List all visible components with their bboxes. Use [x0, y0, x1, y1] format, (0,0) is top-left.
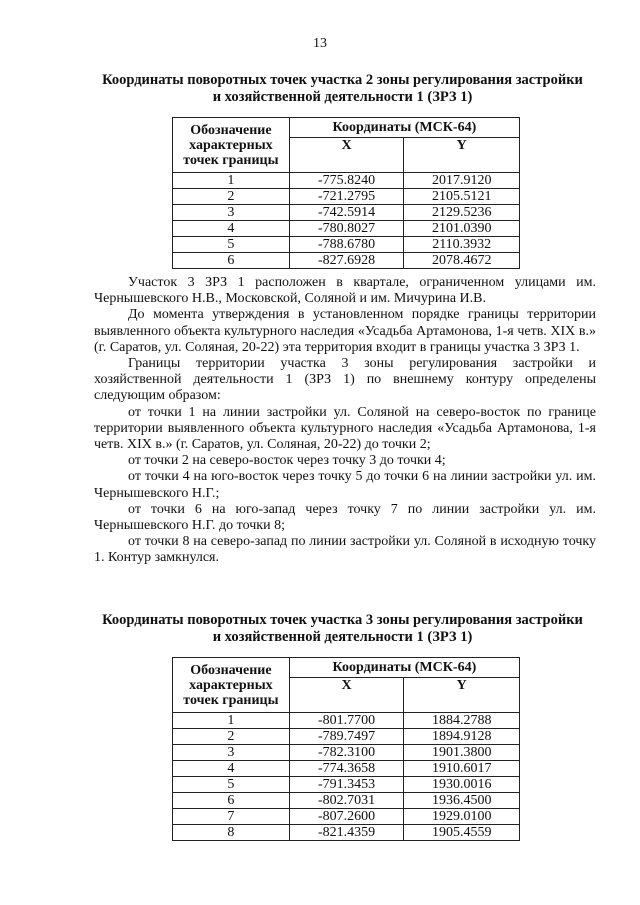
x-coordinate-cell: -821.4359 — [289, 825, 404, 841]
paragraph-7: от точки 6 на юго-запад через точку 7 по линии застройки ул. им. Чернышевского Н.Г. до точки 8; — [94, 501, 596, 534]
x-coordinate-cell: -802.7031 — [289, 793, 404, 809]
table-row — [173, 253, 520, 269]
point-number-cell: 1 — [173, 713, 290, 729]
coordinates-table-2 — [172, 657, 520, 841]
x-coordinate-cell: -774.3658 — [289, 761, 404, 777]
paragraph-5: от точки 2 на северо-восток через точку 3 до точки 4; — [128, 453, 446, 469]
x-coordinate-cell: -721.2795 — [289, 189, 404, 205]
paragraph-8: от точки 8 на северо-запад по линии застройки ул. Соляной в исходную точку 1. Контур замкнулся. — [94, 534, 596, 566]
table2-heading-line1: Координаты поворотных точек участка 3 зоны регулирования застройки — [102, 612, 583, 628]
x-coordinate-cell: -801.7700 — [289, 713, 404, 729]
y-coordinate-cell: 2078.4672 — [404, 253, 520, 269]
y-coordinate-cell: 2110.3932 — [404, 237, 520, 253]
y-coordinate-cell: 1901.3800 — [404, 745, 520, 761]
x-header: X — [289, 678, 404, 713]
points-column-header: Обозначение характерных точек границы — [173, 118, 290, 173]
table-row — [173, 189, 520, 205]
table1-heading-line1: Координаты поворотных точек участка 2 зоны регулирования застройки — [102, 72, 583, 88]
paragraph-6: от точки 4 на юго-восток через точку 5 до точки 6 на линии застройки ул. им. Чернышевского Н.Г.; — [94, 469, 596, 501]
y-coordinate-cell: 2017.9120 — [404, 173, 520, 189]
table-row — [173, 825, 520, 841]
table-row — [173, 713, 520, 729]
point-number-cell: 5 — [173, 237, 290, 253]
y-coordinate-cell: 2101.0390 — [404, 221, 520, 237]
point-number-cell: 3 — [173, 205, 290, 221]
point-number-cell: 6 — [173, 253, 290, 269]
point-number-cell: 2 — [173, 189, 290, 205]
table-row — [173, 745, 520, 761]
table-row — [173, 777, 520, 793]
point-number-cell: 6 — [173, 793, 290, 809]
point-number-cell: 5 — [173, 777, 290, 793]
coordinates-table-1 — [172, 117, 520, 269]
page-number: 13 — [313, 36, 327, 51]
y-coordinate-cell: 2129.5236 — [404, 205, 520, 221]
y-coordinate-cell: 1930.0016 — [404, 777, 520, 793]
table-row — [173, 809, 520, 825]
x-coordinate-cell: -782.3100 — [289, 745, 404, 761]
point-number-cell: 1 — [173, 173, 290, 189]
coords-header: Координаты (МСК-64) — [289, 118, 519, 138]
y-coordinate-cell: 1884.2788 — [404, 713, 520, 729]
x-coordinate-cell: -775.8240 — [289, 173, 404, 189]
point-number-cell: 4 — [173, 761, 290, 777]
paragraph-1: Участок 3 ЗРЗ 1 расположен в квартале, ограниченном улицами им. Чернышевского Н.В., Московской, Соляной и им. Мичурина И.В. — [94, 275, 596, 307]
description-text — [94, 275, 596, 567]
table-row — [173, 729, 520, 745]
x-coordinate-cell: -827.6928 — [289, 253, 404, 269]
point-number-cell: 7 — [173, 809, 290, 825]
table-row — [173, 237, 520, 253]
table-row — [173, 761, 520, 777]
table-row — [173, 205, 520, 221]
y-coordinate-cell: 1905.4559 — [404, 825, 520, 841]
paragraph-4: от точки 1 на линии застройки ул. Соляной на северо-восток по границе территории выявленного объекта культурного наследия «Усадьба Артамонова, 1-я четв. XIX в.» (г. Саратов, ул. Соляная, 20-22) до точки 2; — [94, 404, 596, 453]
x-coordinate-cell: -788.6780 — [289, 237, 404, 253]
table2-heading — [80, 612, 605, 646]
x-coordinate-cell: -780.8027 — [289, 221, 404, 237]
y-coordinate-cell: 2105.5121 — [404, 189, 520, 205]
point-number-cell: 4 — [173, 221, 290, 237]
table1-heading-line2: и хозяйственной деятельности 1 (ЗРЗ 1) — [212, 89, 473, 105]
paragraph-3: Границы территории участка 3 зоны регулирования застройки и хозяйственной деятельности 1 (ЗРЗ 1) по внешнему контуру определены следующим образом: — [94, 356, 596, 404]
x-coordinate-cell: -742.5914 — [289, 205, 404, 221]
x-coordinate-cell: -789.7497 — [289, 729, 404, 745]
y-header: Y — [404, 678, 520, 713]
paragraph-2: До момента утверждения в установленном порядке границы территории выявленного объекта культурного наследия «Усадьба Артамонова, 1-я четв. XIX в.» (г. Саратов, ул. Соляная, 20-22) эта территория входит в границы участка 3 ЗРЗ 1. — [94, 307, 596, 355]
table1-heading — [80, 72, 605, 106]
table-row — [173, 221, 520, 237]
y-coordinate-cell: 1936.4500 — [404, 793, 520, 809]
point-number-cell: 3 — [173, 745, 290, 761]
y-coordinate-cell: 1910.6017 — [404, 761, 520, 777]
coords-header: Координаты (МСК-64) — [289, 658, 519, 678]
table-row — [173, 173, 520, 189]
y-coordinate-cell: 1894.9128 — [404, 729, 520, 745]
x-coordinate-cell: -791.3453 — [289, 777, 404, 793]
y-header: Y — [404, 138, 520, 173]
point-number-cell: 8 — [173, 825, 290, 841]
x-coordinate-cell: -807.2600 — [289, 809, 404, 825]
x-header: X — [289, 138, 404, 173]
table-row — [173, 793, 520, 809]
y-coordinate-cell: 1929.0100 — [404, 809, 520, 825]
points-column-header: Обозначение характерных точек границы — [173, 658, 290, 713]
table2-heading-line2: и хозяйственной деятельности 1 (ЗРЗ 1) — [212, 629, 473, 645]
point-number-cell: 2 — [173, 729, 290, 745]
